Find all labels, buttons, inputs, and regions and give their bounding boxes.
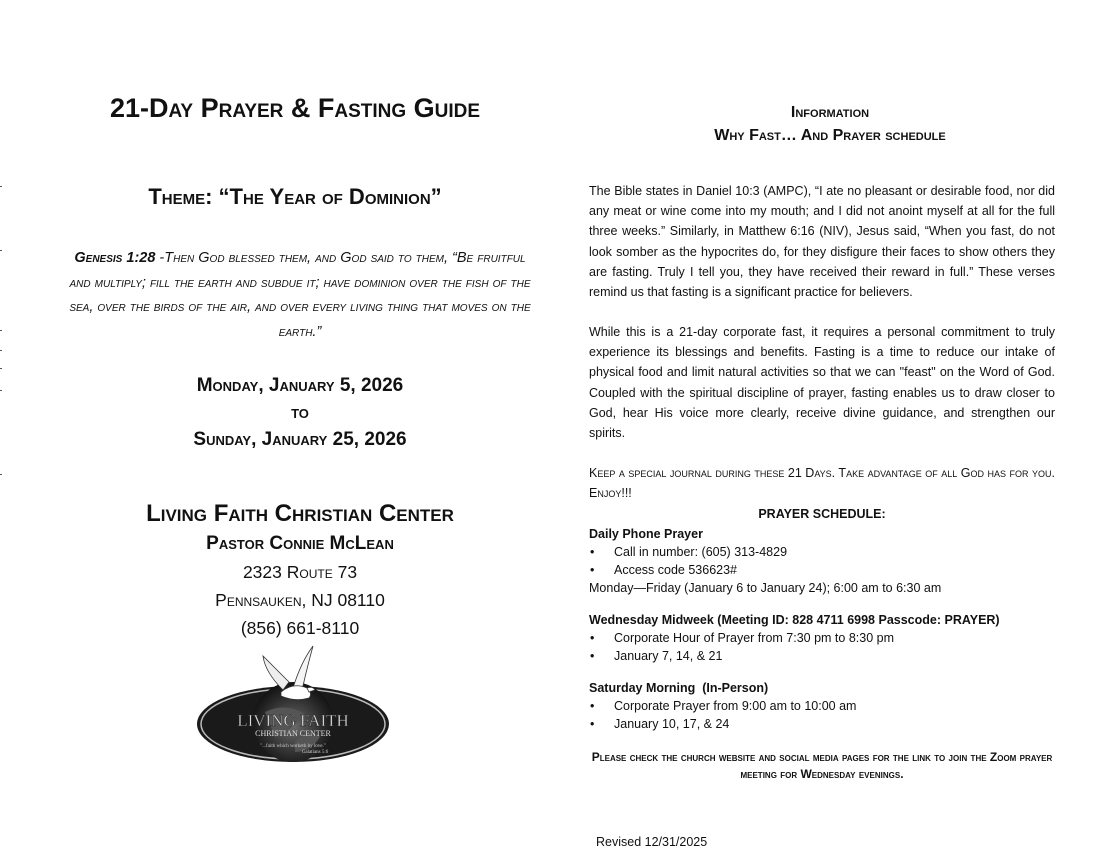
- page-title: 21-Day Prayer & Fasting Guide: [109, 93, 481, 123]
- margin-mark: [0, 390, 2, 391]
- list-item: • January 10, 17, & 24: [614, 715, 1055, 733]
- saturday-morning: [589, 679, 1055, 733]
- right-heading: [590, 101, 1070, 147]
- fast-dates: [50, 372, 550, 453]
- list-item: • January 7, 14, & 21: [614, 647, 1055, 665]
- logo-text-3: "...faith which worketh by love.": [260, 744, 326, 749]
- list-item: • Corporate Hour of Prayer from 7:30 pm to 8:30 pm: [614, 629, 1055, 647]
- heading-information: Information: [790, 104, 870, 121]
- verse-text: -Then God blessed them, and God said to them, “Be fruitful and multiply; fill the earth and subdue it; have dominion over the fish of the sea, over the birds of the air, and over every living thing that moves on the earth.”: [69, 250, 531, 340]
- church-logo: [195, 642, 395, 767]
- theme-heading: Theme: “The Year of Dominion”: [148, 184, 442, 209]
- date-start: Monday, January 5, 2026: [196, 375, 404, 396]
- paragraph-scripture: The Bible states in Daniel 10:3 (AMPC), “I ate no pleasant or desirable food, nor did any meat or wine come into my mouth; and I did not anoint myself at all for the full three weeks.” Similarly, in Matthew 6:16 (NIV), Jesus said, “When you fast, do not look somber as the hypocrites do, for they disfigure their faces to show others they are fasting. Truly I tell you, they have received their reward in full.” These verses remind us that fasting is a significant practice for believers.: [589, 184, 1055, 300]
- list-item: • Access code 536623#: [614, 561, 1055, 579]
- margin-mark: [0, 186, 2, 187]
- daily-note: Monday—Friday (January 6 to January 24); 6:00 am to 6:30 am: [589, 581, 942, 595]
- logo-text-4: Galatians 5:6: [301, 750, 329, 755]
- paragraph-commitment: While this is a 21-day corporate fast, it requires a personal commitment to truly experience its blessings and benefits. Fasting is a time to reduce our intake of physical food and limit natural activities so that we can "feast" on the Word of God. Coupled with the spiritual discipline of prayer, fasting enables us to draw closer to God, hear His voice more clearly, receive divine guidance, and strengthen our spirits.: [589, 325, 1055, 441]
- logo-text-2: CHRISTIAN CENTER: [255, 729, 331, 738]
- phone-number: (856) 661-8110: [240, 618, 360, 638]
- journal-note: Keep a special journal during these 21 Days. Take advantage of all God has for you. Enjoy!!!: [589, 466, 1055, 501]
- list-item: • Call in number: (605) 313-4829: [614, 543, 1055, 561]
- wednesday-title: Wednesday Midweek (Meeting ID: 828 4711 6998 Passcode: PRAYER): [589, 613, 1000, 627]
- church-name: Living Faith Christian Center: [146, 500, 454, 527]
- schedule-heading: PRAYER SCHEDULE:: [758, 507, 886, 521]
- margin-mark: [0, 250, 2, 251]
- margin-mark: [0, 330, 2, 331]
- verse-reference: Genesis 1:28: [74, 250, 156, 266]
- daily-phone-prayer: [589, 525, 1055, 597]
- date-to: to: [291, 402, 309, 423]
- wednesday-midweek: [589, 611, 1055, 665]
- address-line-2: Pennsauken, NJ 08110: [215, 590, 385, 610]
- margin-mark: [0, 368, 2, 369]
- pastor-name: Pastor Connie McLean: [206, 533, 394, 554]
- date-end: Sunday, January 25, 2026: [193, 429, 407, 450]
- saturday-title: Saturday Morning (In-Person): [589, 681, 769, 695]
- revised-date: Revised 12/31/2025: [596, 835, 708, 849]
- margin-mark: [0, 350, 2, 351]
- zoom-notice: Please check the church website and social media pages for the link to join the Zoom prayer meeting for Wednesday evenings.: [591, 750, 1053, 781]
- list-item: • Corporate Prayer from 9:00 am to 10:00 am: [614, 697, 1055, 715]
- margin-mark: [0, 474, 2, 475]
- address-line-1: 2323 Route 73: [242, 562, 358, 582]
- daily-title: Daily Phone Prayer: [589, 527, 703, 541]
- scripture-verse: [62, 246, 538, 344]
- heading-why-fast: Why Fast… And Prayer schedule: [714, 127, 946, 144]
- church-info: [50, 498, 550, 642]
- logo-text-1: LIVING FAITH: [237, 711, 349, 730]
